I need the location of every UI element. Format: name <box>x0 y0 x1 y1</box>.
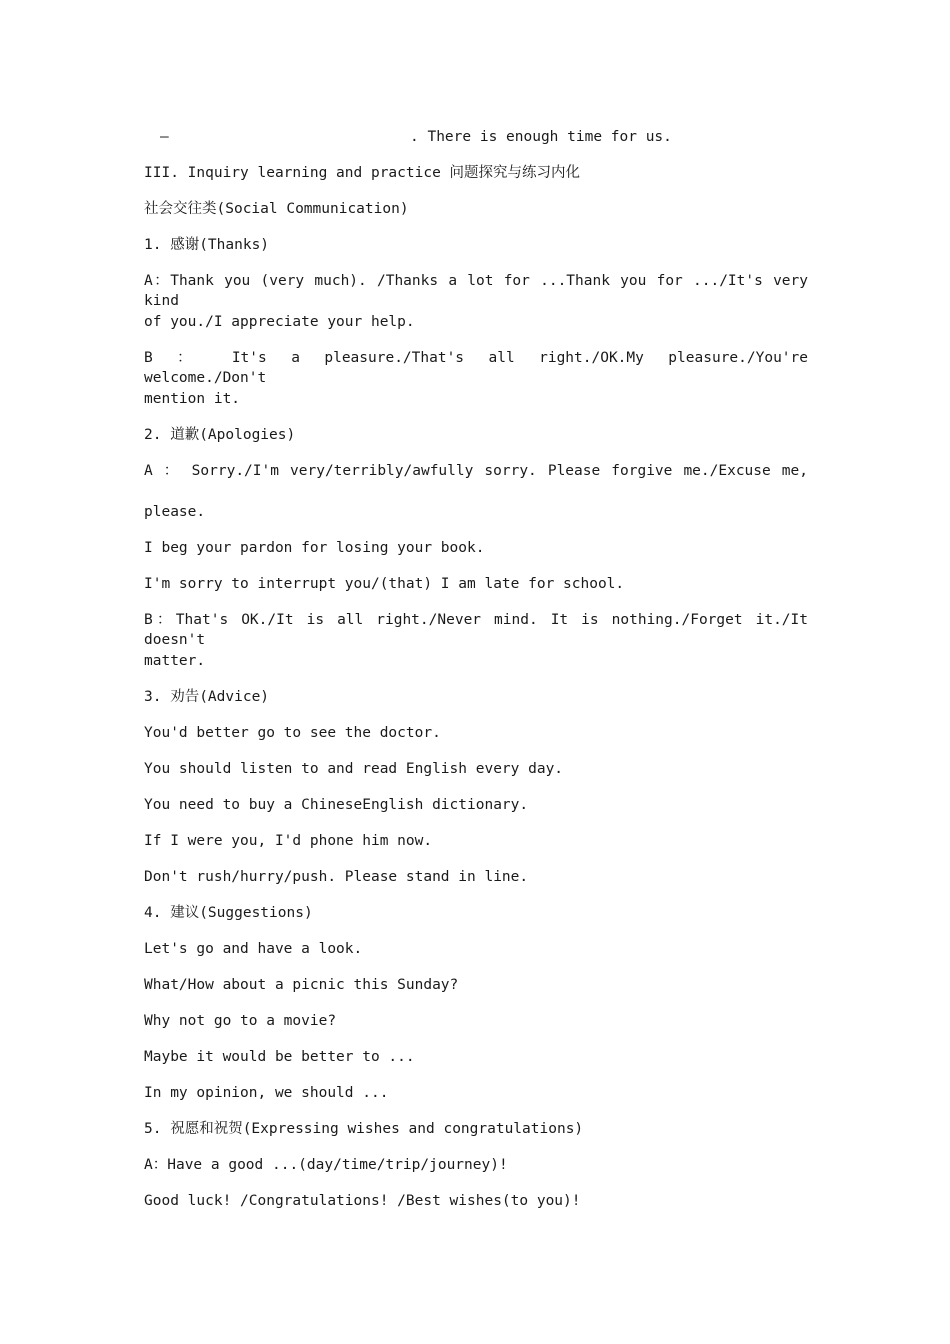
text-line: You need to buy a ChineseEnglish dictionary. <box>144 797 529 813</box>
text-line: mention it. <box>144 391 241 407</box>
text-line: I'm sorry to interrupt you/(that) I am late for school. <box>144 576 625 592</box>
blank-dash: — <box>160 129 169 145</box>
text-line: B：That's OK./It is all right./Never mind. It is nothing./Forget it./It doesn't <box>144 612 808 648</box>
text-line: Don't rush/hurry/push. Please stand in line. <box>144 869 529 885</box>
text-line: A ： Sorry./I'm very/terribly/awfully sorry. Please forgive me./Excuse me, <box>144 463 808 479</box>
section-heading: III. Inquiry learning and practice 问题探究与练习内化 <box>144 165 581 181</box>
text-line: What/How about a picnic this Sunday? <box>144 977 459 993</box>
text-line: Why not go to a movie? <box>144 1013 337 1029</box>
text-line: A：Have a good ...(day/time/trip/journey)! <box>144 1157 508 1173</box>
text-line: You should listen to and read English every day. <box>144 761 564 777</box>
text-line: In my opinion, we should ... <box>144 1085 389 1101</box>
text-line: I beg your pardon for losing your book. <box>144 540 485 556</box>
text-line: please. <box>144 504 206 520</box>
answer-line <box>160 127 824 147</box>
answer-text: . There is enough time for us. <box>410 129 672 145</box>
topic-heading-wishes: 5. 祝愿和祝贺(Expressing wishes and congratulations) <box>144 1121 584 1137</box>
topic-heading-apologies: 2. 道歉(Apologies) <box>144 427 296 443</box>
topic-heading-suggestions: 4. 建议(Suggestions) <box>144 905 313 921</box>
text-line: A：Thank you (very much). /Thanks a lot for ...Thank you for .../It's very kind <box>144 273 808 309</box>
text-line: B ： It's a pleasure./That's all right./OK.My pleasure./You're welcome./Don't <box>144 350 808 386</box>
text-line: You'd better go to see the doctor. <box>144 725 441 741</box>
text-line: matter. <box>144 653 206 669</box>
topic-heading-thanks: 1. 感谢(Thanks) <box>144 237 270 253</box>
text-line: Good luck! /Congratulations! /Best wishes(to you)! <box>144 1193 581 1209</box>
text-line: Let's go and have a look. <box>144 941 363 957</box>
topic-heading-advice: 3. 劝告(Advice) <box>144 689 270 705</box>
text-line: of you./I appreciate your help. <box>144 314 415 330</box>
text-line: If I were you, I'd phone him now. <box>144 833 433 849</box>
category-heading: 社会交往类(Social Communication) <box>144 201 409 217</box>
text-line: Maybe it would be better to ... <box>144 1049 415 1065</box>
